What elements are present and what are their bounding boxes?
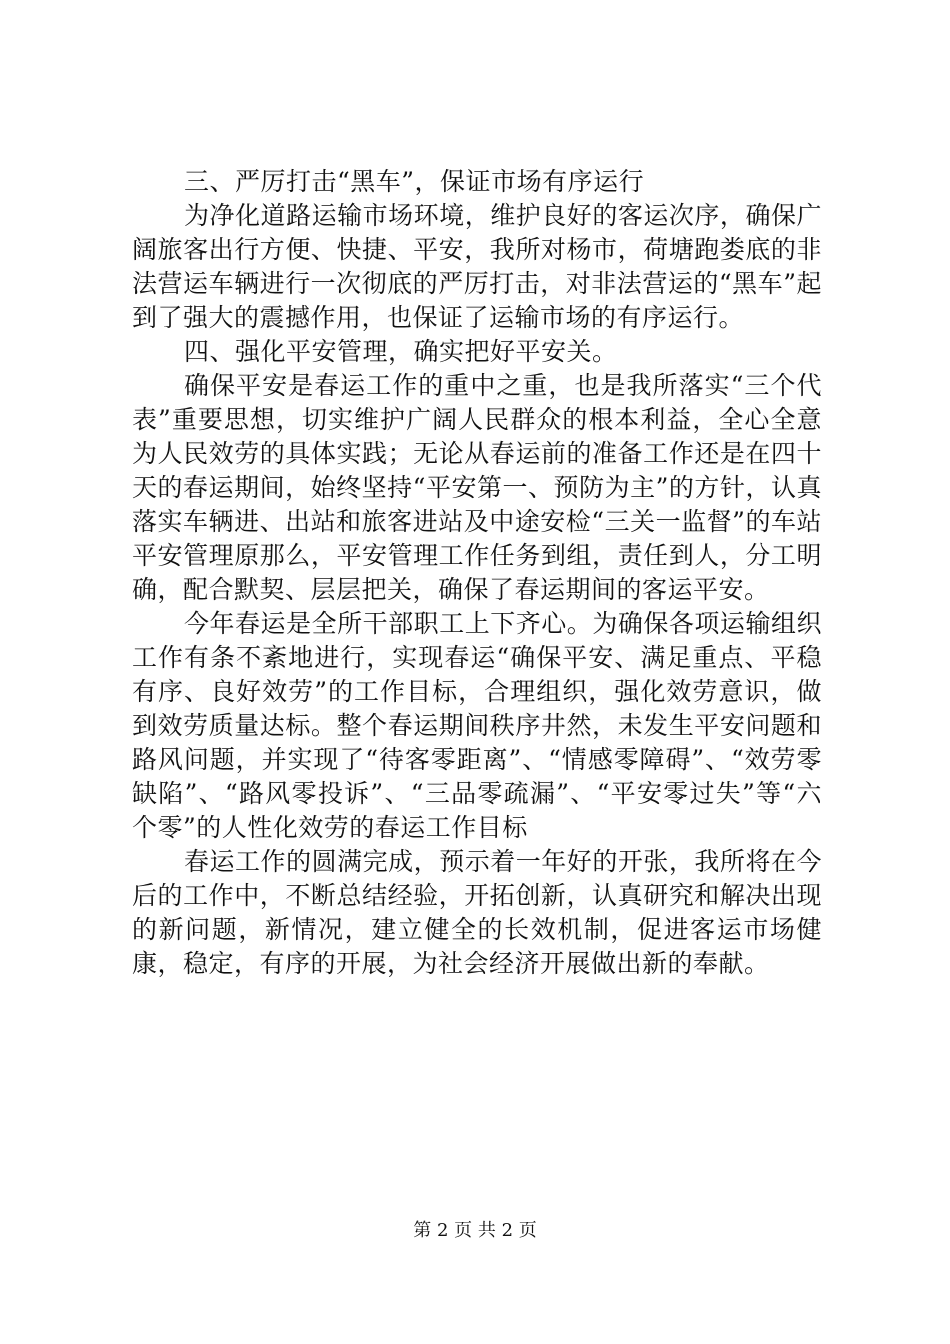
paragraph-5: 今年春运是全所干部职工上下齐心。为确保各项运输组织工作有条不紊地进行，实现春运“确保平安、满足重点、平稳有序、良好效劳”的工作目标，合理组织，强化效劳意识，做到效劳质量达标。整个春运期间秩序井然，未发生平安问题和路风问题，并实现了“待客零距离”、“情感零障碍”、“效劳零缺陷”、“路风零投诉”、“三品零疏漏”、“平安零过失”等“六个零”的人性化效劳的春运工作目标 bbox=[132, 609, 822, 842]
paragraph-6: 春运工作的圆满完成，预示着一年好的开张，我所将在今后的工作中，不断总结经验，开拓创新，认真研究和解决出现的新问题，新情况，建立健全的长效机制，促进客运市场健康，稳定，有序的开展，为社会经济开展做出新的奉献。 bbox=[132, 847, 822, 978]
paragraph-3: 为净化道路运输市场环境，维护良好的客运次序，确保广阔旅客出行方便、快捷、平安，我所对杨市，荷塘跑娄底的非法营运车辆进行一次彻底的严厉打击，对非法营运的“黑车”起到了强大的震撼作用，也保证了运输市场的有序运行。 bbox=[132, 201, 822, 332]
section-heading-3: 三、严厉打击“黑车”，保证市场有序运行 bbox=[184, 167, 645, 196]
section-heading-4: 四、强化平安管理，确实把好平安关。 bbox=[184, 337, 618, 366]
page-footer: 第 2 页 共 2 页 bbox=[413, 1220, 537, 1241]
paragraph-4: 确保平安是春运工作的重中之重，也是我所落实“三个代表”重要思想，切实维护广阔人民群众的根本利益，全心全意为人民效劳的具体实践；无论从春运前的准备工作还是在四十天的春运期间，始终坚持“平安第一、预防为主”的方针，认真落实车辆进、出站和旅客进站及中途安检“三关一监督”的车站平安管理原那么，平安管理工作任务到组，责任到人，分工明确，配合默契、层层把关，确保了春运期间的客运平安。 bbox=[132, 371, 822, 604]
document-body bbox=[132, 165, 822, 981]
